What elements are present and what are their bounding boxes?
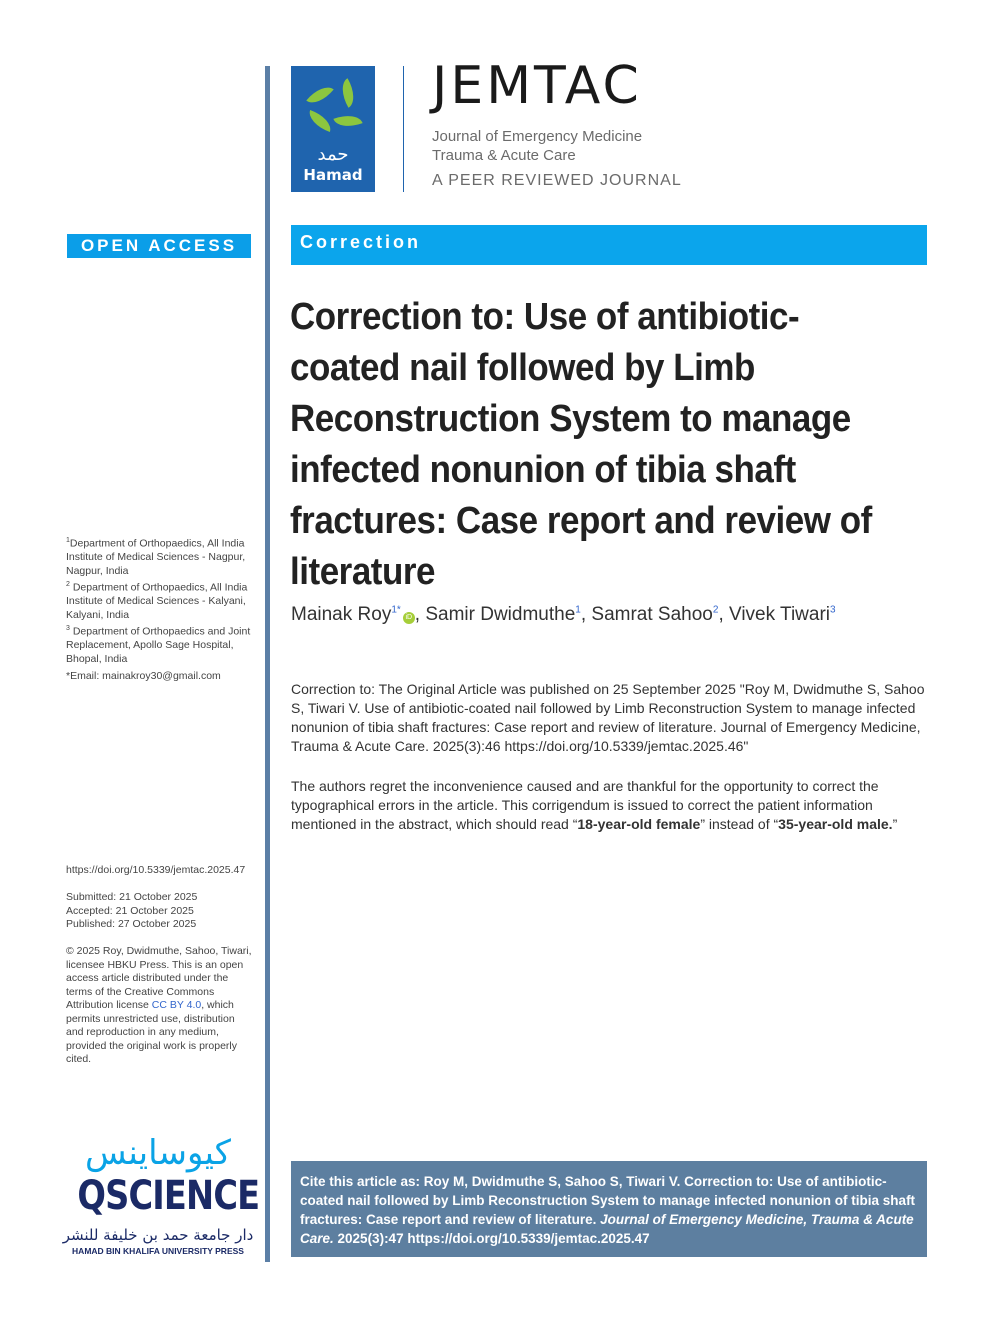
affiliation-item — [66, 578, 252, 622]
corrigendum-text: The authors regret the inconvenience caused and are thankful for the opportunity to correct the typographical errors in the article. This corrigendum is issued to correct the patient information mentioned in the abstract, which should read “ — [291, 778, 879, 832]
affiliation-item — [66, 622, 252, 666]
article-type-bar — [291, 225, 927, 265]
hamad-arabic-text: حمد — [317, 144, 349, 165]
affiliation-item — [66, 534, 252, 578]
author-name: Samir Dwidmuthe — [425, 604, 576, 625]
press-name: HAMAD BIN KHALIFA UNIVERSITY PRESS — [72, 1246, 244, 1256]
leaf-icon — [305, 110, 334, 132]
author-affiliation-marker: 3 — [830, 604, 836, 616]
affiliation-marker: 2 — [66, 581, 70, 588]
orcid-icon[interactable]: iD — [403, 612, 415, 624]
qscience-arabic-logo: كيوساينس — [85, 1133, 231, 1173]
journal-tagline: A PEER REVIEWED JOURNAL — [432, 172, 682, 189]
hamad-logo — [291, 66, 375, 192]
author-affiliation-marker: 1 — [575, 604, 581, 616]
corrigendum-paragraph — [291, 777, 931, 834]
affiliation-text: Department of Orthopaedics, All India Institute of Medical Sciences - Nagpur, Nagpur, India — [66, 537, 246, 577]
doi-link[interactable]: https://doi.org/10.5339/jemtac.2025.47 — [66, 864, 246, 876]
original-value: 35-year-old male. — [778, 816, 893, 832]
affiliation-text: Department of Orthopaedics and Joint Replacement, Apollo Sage Hospital, Bhopal, India — [66, 625, 251, 665]
author-affiliation-marker: 1* — [391, 604, 401, 616]
affiliations — [66, 534, 252, 666]
published-date: Published: 27 October 2025 — [66, 918, 197, 930]
affiliation-text: Department of Orthopaedics, All India Institute of Medical Sciences - Kalyani, Kalyani, India — [66, 581, 248, 621]
accepted-date: Accepted: 21 October 2025 — [66, 904, 194, 917]
author-list: Mainak Roy$^{1*}$iD , Samir Dwidmuthe$^1$, Samrat Sahoo$^2$, Vivek Tiwari$^3$ — [291, 604, 836, 625]
article-title: Correction to: Use of antibiotic-coated nail followed by Limb Reconstruction System to manage infected nonunion of tibia shaft fractures: Case report and review of literature — [290, 296, 872, 593]
citation-text — [300, 1172, 922, 1248]
submitted-date: Submitted: 21 October 2025 — [66, 891, 198, 903]
leaf-icon — [306, 81, 333, 110]
author-name: Samrat Sahoo — [591, 604, 713, 625]
article-dates — [66, 891, 252, 932]
license-statement — [66, 945, 252, 1067]
journal-name-line2: Trauma & Acute Care — [432, 147, 576, 164]
author-affiliation-marker: 2 — [712, 604, 719, 616]
license-text: , which permits unrestricted use, distribution and reproduction in any medium, provided the original work is properly cited. — [66, 999, 237, 1065]
open-access-badge: OPEN ACCESS — [67, 234, 251, 258]
corrected-value: 18-year-old female — [577, 816, 701, 832]
license-link[interactable]: CC BY 4.0 — [151, 999, 202, 1011]
citation-box — [291, 1161, 927, 1257]
corrigendum-text: ” instead of “ — [700, 816, 779, 832]
logo-separator — [403, 66, 404, 192]
citation-journal: Journal of Emergency Medicine, Trauma & Acute Care. — [300, 1212, 914, 1246]
correction-paragraph: Correction to: The Original Article was published on 25 September 2025 "Roy M, Dwidmuthe S, Sahoo S, Tiwari V. Use of antibiotic-coated nail followed by Limb Reconstruction System to manage infected nonunion of tibia shaft fractures: Case report and review of literature. Journal of Emergency Medicine, Trauma & Acute Care. 2025(3):46 https://doi.org/10.5339/jemtac.2025.46" — [291, 681, 925, 754]
affiliation-marker: 3 — [66, 625, 70, 632]
qscience-logo: QSCIENCE — [77, 1173, 260, 1219]
corresponding-email[interactable]: *Email: mainakroy30@gmail.com — [66, 670, 221, 682]
leaf-icon — [333, 110, 362, 132]
license-text: © 2025 Roy, Dwidmuthe, Sahoo, Tiwari, licensee HBKU Press. This is an open access article distributed under the terms of the Creative Commons Attribution license — [66, 945, 252, 1011]
citation-prefix: Cite this article as: Roy M, Dwidmuthe S, Sahoo S, Tiwari V. Correction to: Use of antibiotic-coated nail followed by Limb Reconstruction System to manage infected nonunion of tibia shaft fractures: Case report and review of literature. — [300, 1174, 916, 1227]
hamad-name: Hamad — [303, 166, 363, 184]
author-name: Vivek Tiwari — [729, 604, 831, 625]
journal-acronym: JEMTAC — [432, 56, 642, 116]
journal-name-line1: Journal of Emergency Medicine — [432, 128, 643, 145]
author-name: Mainak Roy — [291, 604, 392, 625]
corrigendum-text: ” — [892, 816, 898, 832]
article-type-label: Correction — [300, 232, 422, 252]
leaf-icon — [335, 78, 360, 108]
citation-suffix[interactable]: 2025(3):47 https://doi.org/10.5339/jemtac.2025.47 — [333, 1231, 650, 1246]
vertical-divider — [265, 66, 270, 1262]
press-arabic-name: دار جامعة حمد بن خليفة للنشر — [62, 1226, 254, 1244]
affiliation-marker: 1 — [66, 537, 70, 544]
